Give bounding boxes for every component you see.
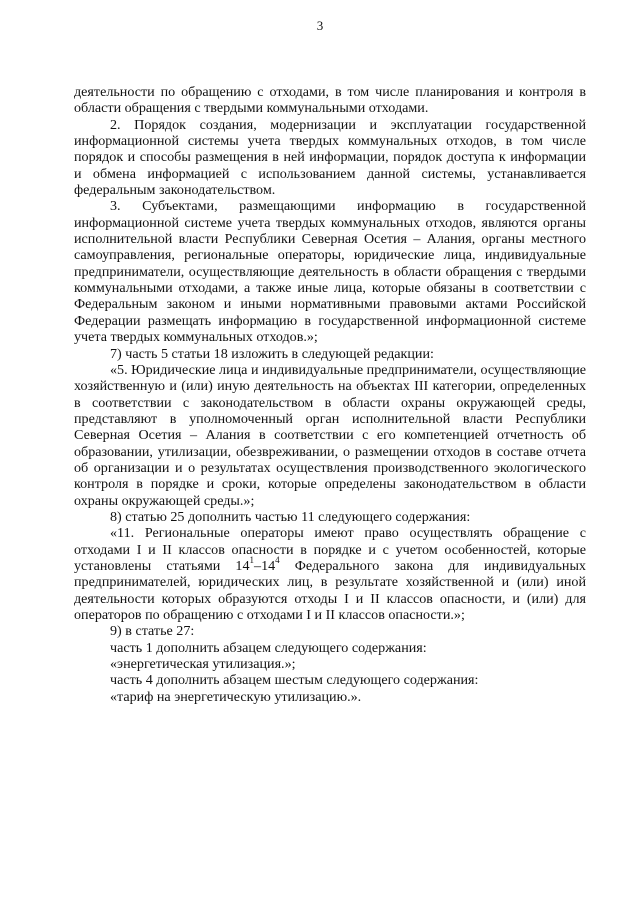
paragraph-amendment-7: 7) часть 5 статьи 18 изложить в следующей редакции: (110, 345, 434, 362)
superscript-1: 1 (249, 555, 255, 566)
page-number: 3 (316, 18, 324, 33)
paragraph-quote-tariff: «тариф на энергетическую утилизацию.». (110, 688, 362, 705)
quote-11-text-after: Федерального закона для индивидуальных предпринимателей, юридических лиц, в результате хозяйственной и (или) иной деятельности которых образуются отходы I и II классов опасности, и (или) для операторов по обращению с отходами I и II классов опасности.»; (74, 557, 586, 623)
quote-11-text-before: «11. Региональные операторы имеют право осуществлять обращение с отходами I и II классов опасности в порядке и с учетом особенностей, которые установлены статьями 14 (74, 525, 586, 574)
paragraph-part-1: часть 1 дополнить абзацем следующего содержания: (110, 639, 427, 656)
paragraph-quote-11 (74, 525, 586, 623)
paragraph-part-4: часть 4 дополнить абзацем шестым следующего содержания: (110, 672, 479, 689)
paragraph-continuation: деятельности по обращению с отходами, в том числе планирования и контроля в области обращения с твердыми коммунальными отходами. (74, 84, 586, 117)
document-body (74, 84, 586, 705)
paragraph-amendment-9: 9) в статье 27: (110, 623, 195, 640)
paragraph-item-3: 3. Субъектами, размещающими информацию в государственной информационной системе учета твердых коммунальных отходов, являются органы исполнительной власти Республики Северная Осетия – Алания, органы местного самоуправления, региональные операторы, юридические лица, индивидуальные предприниматели, осуществляющие деятельность в области обращения с твердыми коммунальными отходами, а также иные лица, которые обязаны в соответствии с Федеральным законом и иными нормативными правовыми актами Российской Федерации размещать информацию в государственной информационной системе учета твердых коммунальных отходов.»; (74, 198, 586, 346)
superscript-4: 4 (275, 555, 280, 566)
paragraph-amendment-8: 8) статью 25 дополнить частью 11 следующего содержания: (110, 508, 471, 525)
quote-11-text-mid: –14 (254, 557, 276, 574)
paragraph-quote-energy-utilization: «энергетическая утилизация.»; (110, 656, 296, 673)
paragraph-item-2: 2. Порядок создания, модернизации и эксплуатации государственной информационной системы учета твердых коммунальных отходов, в том числе порядок и способы размещения в ней информации, порядок доступа к информации и обмена информацией с использованием данной системы, устанавливается федеральным законодательством. (74, 116, 586, 199)
paragraph-quote-5: «5. Юридические лица и индивидуальные предприниматели, осуществляющие хозяйственную и (или) иную деятельность на объектах III категории, определенных в соответствии с законодательством в области охраны окружающей среды, представляют в уполномоченный орган исполнительной власти Республики Северная Осетия – Алания в соответствии с его компетенцией отчетность об образовании, утилизации, обезвреживании, о размещении отходов в составе отчета об организации и о результатах осуществления производственного экологического контроля в порядке и сроки, которые определены законодательством в области охраны окружающей среды.»; (74, 361, 587, 509)
